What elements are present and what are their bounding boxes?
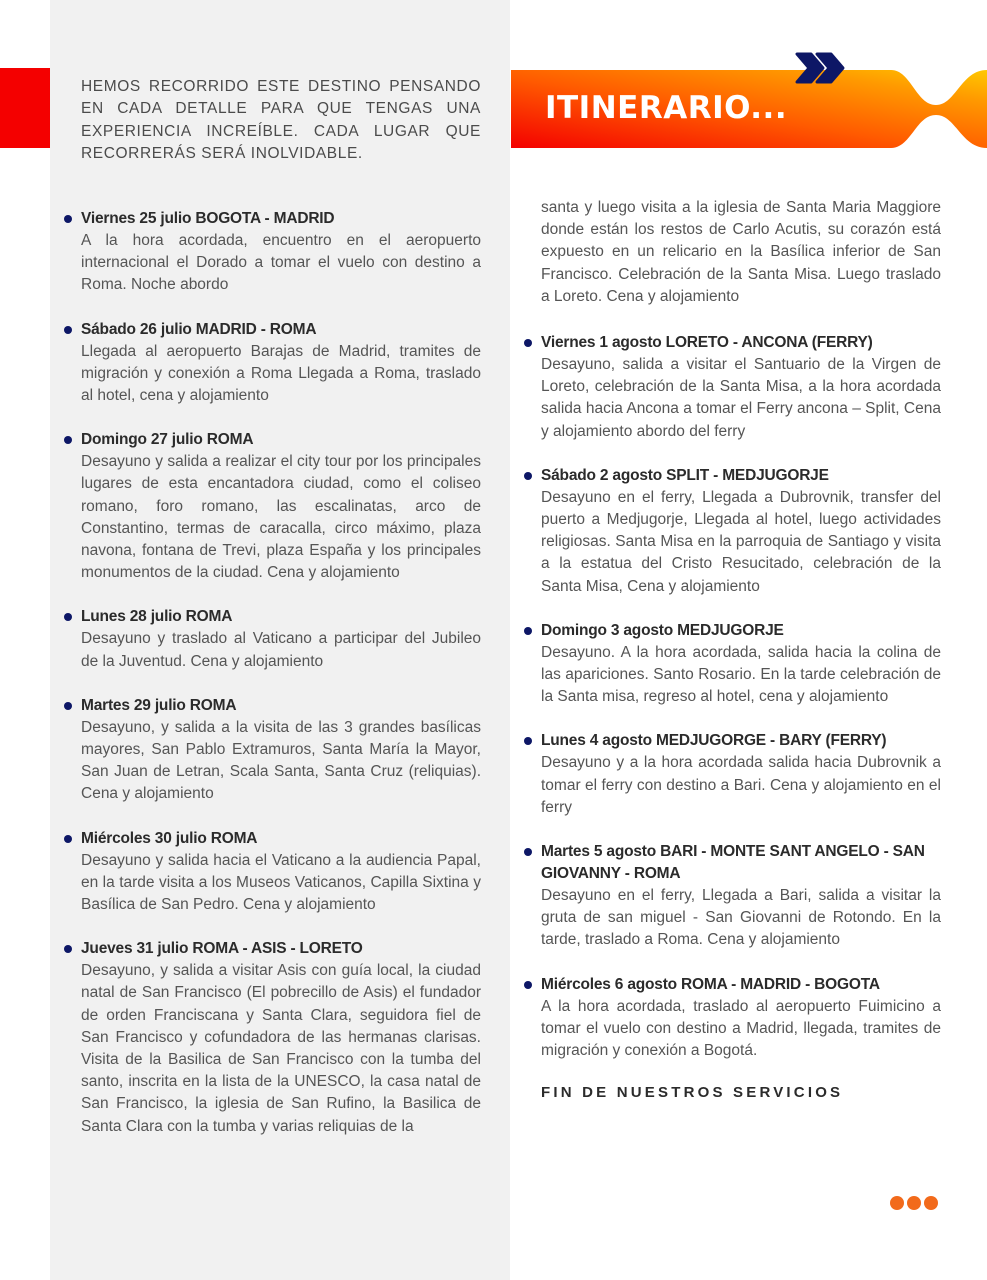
ellipsis-dots-icon bbox=[890, 1196, 938, 1210]
day-description: Desayuno y salida a realizar el city tour por los principales lugares de esta encantadora ciudad, como el coliseo romano, foro romano, las escalinatas, arco de Constantino, termas de caracalla, circo máximo, plaza navona, fontana de Trevi, plaza España y los principales monumentos de la ciudad. Cena y alojamiento bbox=[81, 453, 481, 582]
bullet-icon bbox=[524, 339, 532, 347]
itinerary-banner bbox=[511, 60, 987, 160]
day-description: Desayuno en el ferry, Llegada a Dubrovnik, transfer del puerto a Medjugorje, Llegada al hotel, luego actividades religiosas. Santa Misa en la parroquia de Santiago y visita a la estatua del Cristo Resucitado, celebración de la Santa Misa, Cena y alojamiento bbox=[541, 488, 941, 595]
day-item bbox=[541, 465, 941, 598]
day-description: Desayuno, salida a visitar el Santuario de la Virgen de Loreto, celebración de la Santa Misa, a la hora acordada salida hacia Ancona a tomar el Ferry ancona – Split, Cena y alojamiento abordo del ferry bbox=[541, 356, 941, 440]
day-item bbox=[81, 208, 481, 297]
day-title: Lunes 4 agosto MEDJUGORGE - BARY (FERRY) bbox=[541, 732, 887, 750]
day-item bbox=[541, 332, 941, 443]
day-title: Sábado 2 agosto SPLIT - MEDJUGORJE bbox=[541, 466, 829, 484]
day-item bbox=[81, 938, 481, 1138]
day-title: Domingo 27 julio ROMA bbox=[81, 431, 254, 449]
day-title: Viernes 25 julio BOGOTA - MADRID bbox=[81, 210, 335, 227]
dot bbox=[890, 1196, 904, 1210]
dot bbox=[924, 1196, 938, 1210]
day-description: Desayuno. A la hora acordada, salida hacia la colina de las apariciones. Santo Rosario. En la tarde celebración de la Santa misa, regreso al hotel, cena y alojamiento bbox=[541, 643, 941, 706]
day-title: Martes 5 agosto BARI - MONTE SANT ANGELO - SAN GIOVANNY - ROMA bbox=[541, 843, 925, 883]
bullet-icon bbox=[64, 835, 72, 843]
day-title: Sábado 26 julio MADRID - ROMA bbox=[81, 320, 317, 338]
day-title: Jueves 31 julio ROMA - ASIS - LORETO bbox=[81, 940, 363, 958]
day-description: Llegada al aeropuerto Barajas de Madrid, tramites de migración y conexión a Roma Llegada a Roma, traslado al hotel, cena y alojamiento bbox=[81, 342, 481, 405]
bullet-icon bbox=[524, 981, 532, 989]
day-item bbox=[541, 620, 941, 709]
itinerary-left-column bbox=[81, 208, 481, 1160]
day-title: Lunes 28 julio ROMA bbox=[81, 608, 233, 626]
intro-text: HEMOS RECORRIDO ESTE DESTINO PENSANDO EN CADA DETALLE PARA QUE TENGAS UNA EXPERIENCIA INCREÍBLE. CADA LUGAR QUE RECORRERÁS SERÁ INOLVIDABLE. bbox=[81, 78, 481, 162]
day-description: Desayuno y traslado al Vaticano a participar del Jubileo de la Juventud. Cena y alojamiento bbox=[81, 630, 481, 670]
day-item bbox=[541, 841, 941, 952]
day-title: Domingo 3 agosto MEDJUGORJE bbox=[541, 621, 784, 639]
bullet-icon bbox=[64, 326, 72, 334]
bullet-icon bbox=[524, 737, 532, 745]
day-title: Miércoles 30 julio ROMA bbox=[81, 829, 258, 847]
day-description: Desayuno en el ferry, Llegada a Bari, salida a visitar la gruta de san miguel - San Giovanni de Rotondo. En la tarde, traslado a Roma. Cena y alojamiento bbox=[541, 887, 941, 949]
itinerary-right-column bbox=[541, 197, 941, 1101]
day-item bbox=[541, 974, 941, 1063]
banner-title: ITINERARIO... bbox=[545, 90, 788, 126]
day-title: Miércoles 6 agosto ROMA - MADRID - BOGOTA bbox=[541, 975, 880, 993]
day-item bbox=[81, 606, 481, 672]
dot bbox=[907, 1196, 921, 1210]
day-title: Viernes 1 agosto LORETO - ANCONA (FERRY) bbox=[541, 334, 873, 352]
day-item bbox=[81, 828, 481, 917]
red-accent-block bbox=[0, 68, 50, 148]
bullet-icon bbox=[524, 848, 532, 856]
day-description: Desayuno y a la hora acordada salida hacia Dubrovnik a tomar el ferry con destino a Bari. Cena y alojamiento en el ferry bbox=[541, 754, 941, 816]
day-description: A la hora acordada, encuentro en el aeropuerto internacional el Dorado a tomar el vuelo con destino a Roma. Noche abordo bbox=[81, 232, 481, 294]
day-description: Desayuno y salida hacia el Vaticano a la audiencia Papal, en la tarde visita a los Museos Vaticanos, Capilla Sixtina y Basílica de San Pedro. Cena y alojamiento bbox=[81, 851, 481, 914]
bullet-icon bbox=[524, 472, 532, 480]
day-item bbox=[81, 695, 481, 806]
day-description: A la hora acordada, traslado al aeropuerto Fuimicino a tomar el vuelo con destino a Madrid, llegada, tramites de migración y conexión a Bogotá. bbox=[541, 997, 941, 1060]
day-item bbox=[81, 429, 481, 584]
day-item bbox=[81, 319, 481, 408]
day-title: Martes 29 julio ROMA bbox=[81, 696, 237, 714]
day-description: Desayuno, y salida a visitar Asis con guía local, la ciudad natal de San Francisco (El pobrecillo de Asis) el fundador de orden Franciscana y Santa Clara, seguidora fiel de San Francisco y cofundadora de las hermanas clarisas. Visita de la Basilica de San Francisco con la tumba del santo, inscrita en la lista de la UNESCO, la casa natal de San Francisco, la iglesia de San Rufino, la Basilica de Santa Clara con la tumba y varias reliquias de la bbox=[81, 962, 481, 1135]
day-description: Desayuno, y salida a la visita de las 3 grandes basílicas mayores, San Pablo Extramuros, Santa María la Mayor, San Juan de Letran, Scala Santa, Santa Cruz (reliquias). Cena y alojamiento bbox=[81, 718, 481, 803]
day-item bbox=[541, 730, 941, 819]
end-of-services-label: FIN DE NUESTROS SERVICIOS bbox=[541, 1084, 844, 1102]
bullet-icon bbox=[524, 627, 532, 635]
bullet-icon bbox=[64, 702, 72, 710]
double-chevron-icon bbox=[791, 48, 851, 88]
day-description-continuation: santa y luego visita a la iglesia de Santa Maria Maggiore donde están los restos de Carlo Acutis, su corazón está expuesto en un relicario en la Basílica inferior de San Francisco. Celebración de la Santa Misa. Luego traslado a Loreto. Cena y alojamiento bbox=[541, 199, 941, 305]
bullet-icon bbox=[64, 215, 72, 223]
